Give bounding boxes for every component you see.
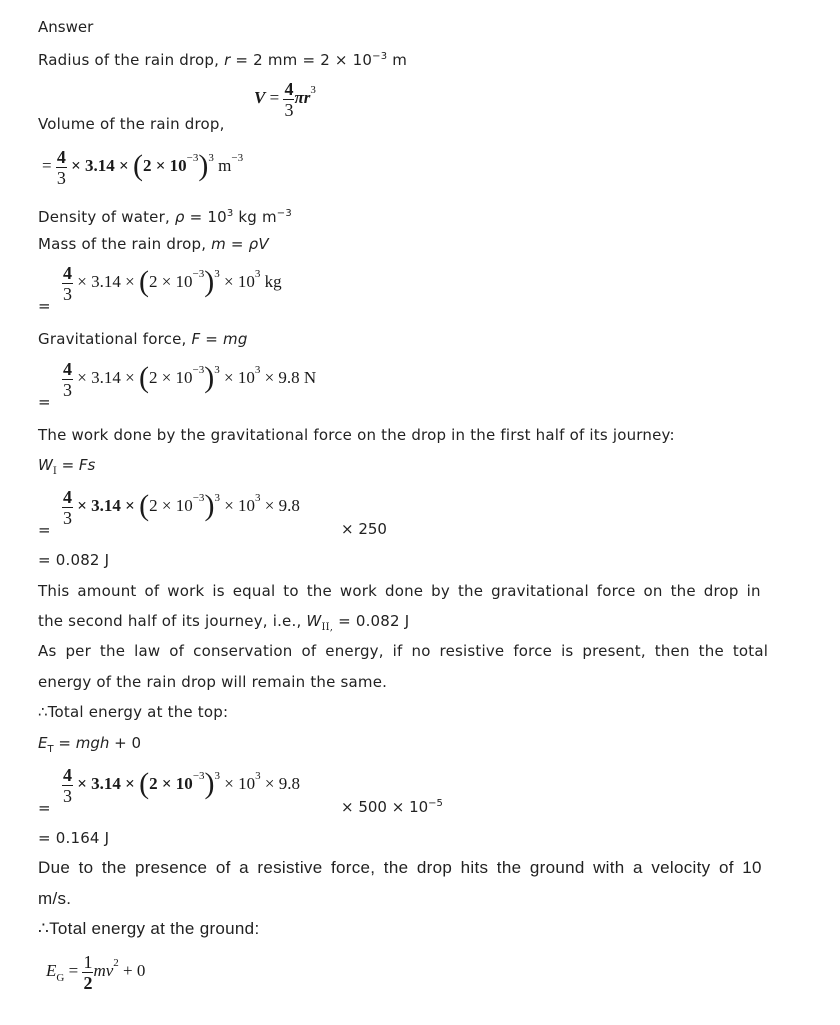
exponent: 2 (113, 956, 119, 969)
left-paren: ( (138, 264, 149, 298)
work-var: W (38, 456, 53, 474)
fraction (283, 80, 294, 119)
resistive-line-1: Due to the presence of a resistive force, the drop hits the ground with a velocity of 10 (38, 858, 762, 877)
multiplier-text: × 500 × 10 (341, 798, 429, 816)
fraction-denominator: 3 (56, 168, 66, 188)
expression: × 10 (219, 495, 256, 515)
exponent: −5 (428, 798, 443, 809)
density-line (38, 204, 292, 227)
mass-var: m (211, 235, 226, 253)
left-paren: ( (139, 488, 150, 522)
fraction (62, 360, 73, 399)
mass-rhs: ρV (248, 235, 269, 253)
expression: × 3.14 × (73, 271, 139, 291)
left-paren: ( (138, 360, 149, 394)
density-value: = 10 (184, 208, 227, 226)
exponent: 3 (214, 769, 221, 782)
unit: × 9.8 (260, 495, 300, 515)
density-var: ρ (174, 208, 185, 226)
right-paren: ) (204, 766, 215, 800)
exponent: 3 (254, 363, 261, 376)
conservation-line-1: As per the law of conservation of energy, if no resistive force is present, then the total (38, 642, 769, 660)
conservation-line-2: energy of the rain drop will remain the same. (38, 673, 388, 691)
density-unit: kg m (233, 208, 277, 226)
radius-unit: m (387, 51, 408, 69)
energy-rest: + 0 (109, 734, 141, 752)
volume-value (42, 148, 243, 187)
fraction (62, 488, 73, 527)
work-value (62, 488, 300, 527)
ground-energy-label: ∴Total energy at the ground: (38, 919, 260, 938)
mv: mv (93, 960, 114, 980)
expression: × 3.14 × (73, 773, 140, 793)
second-half-line-2 (38, 611, 409, 638)
subscript: II, (321, 622, 334, 633)
top-energy-multiplier (341, 798, 443, 816)
radius-value: = 2 mm = 2 × 10 (230, 51, 373, 69)
exponent: 3 (226, 208, 234, 219)
energy-rhs: mgh (75, 734, 110, 752)
inner-expression: 2 × 10 (142, 155, 187, 175)
radius-var: r (224, 51, 231, 69)
inner-expression: 2 × 10 (148, 271, 193, 291)
exponent: 3 (214, 267, 220, 280)
exponent: 3 (310, 83, 316, 96)
energy-rest: + 0 (118, 960, 146, 980)
second-half-value: = 0.082 J (333, 612, 410, 630)
left-paren: ( (139, 766, 150, 800)
fraction-denominator: 3 (63, 508, 72, 528)
right-paren: ) (198, 148, 209, 182)
right-paren: ) (204, 488, 215, 522)
exponent: −3 (192, 267, 205, 280)
exponent: 3 (254, 267, 261, 280)
exponent: −3 (231, 151, 244, 164)
exponent: 3 (255, 491, 261, 504)
equals-sign: = (38, 393, 51, 411)
fraction-numerator: 4 (63, 765, 72, 785)
fraction-numerator: 4 (284, 79, 294, 99)
inner-expression: 2 × 10 (149, 495, 193, 515)
volume-label: Volume of the rain drop, (38, 115, 225, 133)
fraction-numerator: 1 (83, 952, 93, 972)
equals-sign: = (42, 155, 56, 175)
force-var: F (191, 330, 201, 348)
resistive-line-2: m/s. (38, 889, 72, 908)
radius-exp: −3 (372, 51, 388, 62)
top-energy-label: ∴Total energy at the top: (38, 703, 229, 721)
fraction (62, 766, 73, 805)
expression: × 3.14 × (73, 495, 140, 515)
expression: × 10 (219, 271, 255, 291)
subscript: G (56, 971, 65, 984)
right-paren: ) (204, 360, 215, 394)
force-value (62, 360, 316, 399)
work-rhs: Fs (78, 456, 96, 474)
expression: × 3.14 × (73, 367, 139, 387)
unit: × 9.8 N (260, 367, 317, 387)
ground-energy-formula (46, 953, 145, 992)
mass-value (62, 264, 282, 303)
work-result: = 0.082 J (38, 551, 110, 569)
exponent: 3 (214, 363, 220, 376)
top-energy-value (62, 766, 300, 805)
exponent: 3 (255, 769, 261, 782)
force-label: Gravitational force, (38, 330, 192, 348)
second-half-text: the second half of its journey, i.e., (38, 612, 307, 630)
density-label: Density of water, (38, 208, 175, 226)
expression: × 10 (220, 773, 256, 793)
pi-r: πr (294, 87, 311, 107)
fraction-numerator: 4 (63, 487, 72, 507)
work-var: W (306, 612, 322, 630)
volume-formula (254, 80, 316, 119)
equals-sign: = (38, 297, 51, 315)
expression: × 3.14 × (66, 155, 133, 175)
unit: × 9.8 (260, 773, 300, 793)
equals-sign: = (265, 87, 284, 107)
top-energy-result: = 0.164 J (38, 829, 110, 847)
exponent: −3 (192, 491, 205, 504)
expression: × 10 (219, 367, 255, 387)
mass-line (38, 234, 269, 254)
exponent: 3 (214, 491, 220, 504)
equals-sign: = (56, 456, 79, 474)
fraction (82, 953, 93, 992)
fraction-denominator: 3 (63, 786, 72, 806)
equals-sign: = (225, 235, 249, 253)
fraction-numerator: 4 (56, 147, 66, 167)
exponent: 3 (208, 151, 214, 164)
equals-sign: = (200, 330, 224, 348)
radius-label: Radius of the rain drop, (38, 51, 225, 69)
subscript: I (52, 466, 57, 477)
right-paren: ) (204, 264, 215, 298)
energy-var: E (46, 960, 57, 980)
work-intro: The work done by the gravitational force on the drop in the first half of its journey: (38, 426, 675, 444)
fraction-numerator: 4 (63, 263, 72, 283)
exponent: −3 (186, 151, 199, 164)
inner-expression: 2 × 10 (149, 773, 193, 793)
force-line (38, 329, 248, 349)
fraction (56, 148, 67, 187)
subscript: T (47, 744, 54, 755)
volume-var: V (254, 87, 266, 107)
fraction-denominator: 2 (83, 973, 93, 993)
exponent: −3 (276, 208, 292, 219)
exponent: −3 (192, 769, 205, 782)
fraction-denominator: 3 (63, 284, 72, 304)
radius-line (38, 47, 407, 70)
fraction (62, 264, 73, 303)
top-energy-definition (38, 733, 141, 760)
fraction-denominator: 3 (284, 100, 294, 120)
work-definition (38, 455, 95, 482)
mass-label: Mass of the rain drop, (38, 235, 212, 253)
work-multiplier: × 250 (341, 520, 387, 538)
left-paren: ( (132, 148, 143, 182)
equals-sign: = (38, 799, 51, 817)
force-rhs: mg (223, 330, 248, 348)
second-half-line-1: This amount of work is equal to the work done by the gravitational force on the drop in (38, 582, 761, 600)
fraction-numerator: 4 (63, 359, 72, 379)
fraction-denominator: 3 (63, 380, 72, 400)
answer-heading: Answer (38, 18, 94, 36)
energy-var: E (38, 734, 48, 752)
equals-sign: = (64, 960, 83, 980)
unit: m (213, 155, 232, 175)
equals-sign: = (53, 734, 76, 752)
equals-sign: = (38, 521, 51, 539)
exponent: −3 (192, 363, 205, 376)
unit: kg (260, 271, 282, 291)
inner-expression: 2 × 10 (148, 367, 193, 387)
